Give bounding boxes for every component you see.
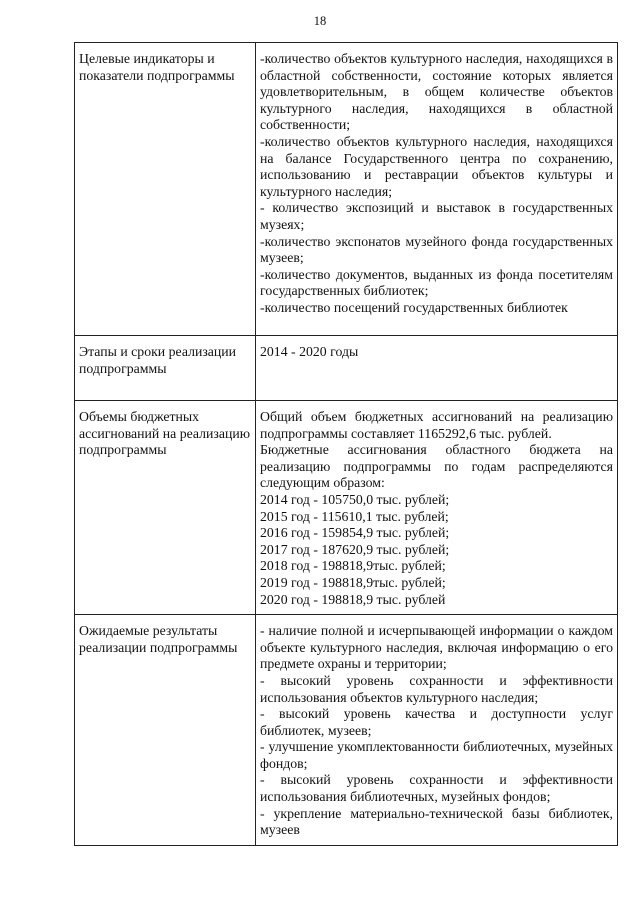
row-content <box>256 401 618 615</box>
result-item: - высокий уровень сохранности и эффективности использования объектов культурного наследия; <box>260 672 613 705</box>
budget-total: Общий объем бюджетных ассигнований на реализацию подпрограммы составляет 1165292,6 тыс. рублей. <box>260 409 613 441</box>
budget-year-item: 2016 год - 159854,9 тыс. рублей; <box>260 525 450 541</box>
table-row-target-indicators <box>75 43 618 336</box>
row-label: Целевые индикаторы и показатели подпрограммы <box>75 43 256 336</box>
budget-year-item: 2015 год - 115610,1 тыс. рублей; <box>260 508 449 524</box>
result-item: - укрепление материально-технической базы библиотек, музеев <box>260 805 613 838</box>
table-row-expected-results <box>75 615 618 846</box>
page-number: 18 <box>313 14 327 28</box>
budget-year-item: 2014 год - 105750,0 тыс. рублей; <box>260 491 450 507</box>
indicator-item: -количество экспонатов музейного фонда государственных музеев; <box>260 233 613 266</box>
budget-year-item: 2019 год - 198818,9тыс. рублей; <box>260 574 446 590</box>
row-content <box>256 615 618 846</box>
result-item: - высокий уровень сохранности и эффективности использования библиотечных, музейных фондов; <box>260 772 613 805</box>
row-content <box>256 336 618 401</box>
indicator-item: -количество документов, выданных из фонда посетителям государственных библиотек; <box>260 266 613 299</box>
table-row-budget <box>75 401 618 615</box>
budget-year-item: 2017 год - 187620,9 тыс. рублей; <box>260 541 450 557</box>
indicator-item: -количество объектов культурного наследия, находящихся на балансе Государственного центра по сохранению, использованию и реставрации объектов культуры и культурного наследия; <box>260 133 613 199</box>
result-item: - улучшение укомплектованности библиотечных, музейных фондов; <box>260 739 613 771</box>
period-text: 2014 - 2020 годы <box>260 344 359 359</box>
budget-year-item: 2020 год - 198818,9 тыс. рублей <box>260 591 446 607</box>
subprogram-passport-table <box>74 42 618 846</box>
result-item: - высокий уровень качества и доступности услуг библиотек, музеев; <box>260 706 613 738</box>
indicator-item: - количество экспозиций и выставок в государственных музеях; <box>260 200 613 232</box>
table-row-stages <box>75 336 618 401</box>
budget-year-item: 2018 год - 198818,9тыс. рублей; <box>260 558 446 574</box>
result-item: - наличие полной и исчерпывающей информации о каждом объекте культурного наследия, включая информацию о его предмете охраны и территории; <box>260 623 613 672</box>
budget-distribution: Бюджетные ассигнования областного бюджета на реализацию подпрограммы по годам распределяются следующим образом: <box>260 442 613 491</box>
indicator-item: -количество посещений государственных библиотек <box>260 299 568 315</box>
indicator-item: -количество объектов культурного наследия, находящихся в областной собственности, состояние которых является удовлетворительным, в общем количестве объектов культурного наследия, находящихся в областной собственности; <box>260 51 613 133</box>
row-label: Ожидаемые результаты реализации подпрограммы <box>75 615 256 846</box>
row-label: Объемы бюджетных ассигнований на реализацию подпрограммы <box>75 401 256 615</box>
row-content <box>256 43 618 336</box>
row-label: Этапы и сроки реализации подпрограммы <box>75 336 256 401</box>
